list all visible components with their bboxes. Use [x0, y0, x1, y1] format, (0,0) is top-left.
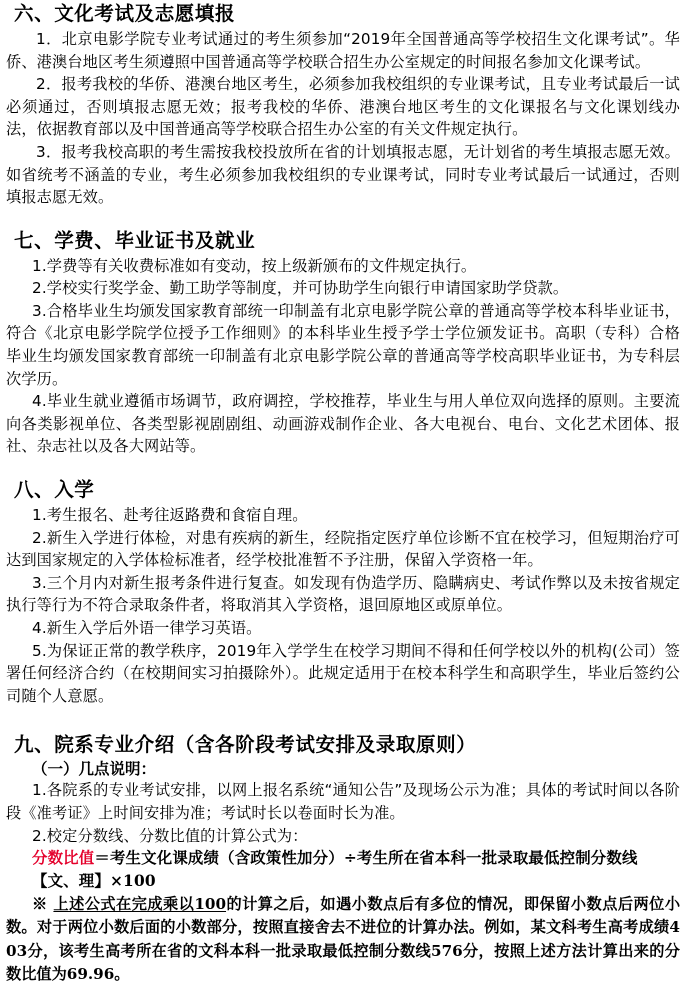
section-spacer	[6, 707, 680, 733]
paragraph-9-2: 2.校定分数线、分数比值的计算公式为：	[32, 826, 308, 845]
section-heading-8: 八、入学	[14, 478, 95, 501]
paragraph-8-3: 3.三个月内对新生报考条件进行复查。如发现有伪造学历、隐瞒病史、考试作弊以及未按省规定执行等行为不符合录取条件者，将取消其入学资格，退回原地区或原单位。	[6, 573, 680, 615]
note-rest-text: 的计算之后，如遇小数点后有多位的情况，即保留小数点后两位小数。对于两位小数后面的小数部分，按照直接舍去不进位的计算办法。例如，某文科考生高考成绩403分，该考生高考所在省的文科本科一批录取最低控制分数线576分，按照上述方法计算出来的分数比值为69.96。	[6, 895, 681, 983]
score-ratio-formula-line2: 【文、理】×100	[32, 872, 156, 891]
formula-label: 分数比值	[32, 849, 95, 868]
score-ratio-formula	[6, 847, 680, 870]
paragraph-8-5: 5.为保证正常的教学秩序，2019年入学学生在校学习期间不得和任何学校以外的机构(公司）签署任何经济合约（在校期间实习拍摄除外）。此规定适用于在校本科学生和高职学生，毕业后签约公司随个人意愿。	[6, 641, 680, 705]
section-heading-6: 六、文化考试及志愿填报	[14, 2, 236, 25]
paragraph-7-2: 2.学校实行奖学金、勤工助学等制度，并可协助学生向银行申请国家助学贷款。	[32, 279, 569, 298]
paragraph-7-1: 1.学费等有关收费标准如有变动，按上级新颁布的文件规定执行。	[32, 256, 477, 275]
note-underlined-text: 上述公式在完成乘以100	[53, 895, 227, 914]
paragraph-8-2: 2.新生入学进行体检，对患有疾病的新生，经院指定医疗单位诊断不宜在校学习，但短期治疗可达到国家规定的入学体检标准者，经学校批准暂不予注册，保留入学资格一年。	[6, 528, 680, 570]
formula-body: ＝考生文化课成绩（含政策性加分）÷考生所在省本科一批录取最低控制分数线	[94, 849, 638, 868]
paragraph-7-4: 4.毕业生就业遵循市场调节，政府调控，学校推荐，毕业生与用人单位双向选择的原则。主要流向各类影视单位、各类型影视剧剧组、动画游戏制作企业、各大电视台、电台、文化艺术团体、报社、杂志社以及各大网站等。	[6, 392, 680, 456]
paragraph-7-3: 3.合格毕业生均颁发国家教育部统一印制盖有北京电影学院公章的普通高等学校本科毕业证书，符合《北京电影学院学位授予工作细则》的本科毕业生授予学士学位颁发证书。高职（专科）合格毕业生均颁发国家教育部统一印制盖有北京电影学院公章的普通高等学校高职毕业证书，为专科层次学历。	[6, 301, 680, 388]
paragraph-8-1: 1.考生报名、赴考往返路费和食宿自理。	[32, 505, 308, 524]
section-heading-7: 七、学费、毕业证书及就业	[14, 228, 256, 252]
paragraph-6-2: 2．报考我校的华侨、港澳台地区考生，必须参加我校组织的专业课考试，且专业考试最后一试必须通过，否则填报志愿无效；报考我校的华侨、港澳台地区考生的文化课报名与文化课划线办法，依据教育部以及中国普通高等学校联合招生办公室的有关文件规定执行。	[6, 75, 680, 139]
paragraph-6-1: 1．北京电影学院专业考试通过的考生须参加“2019年全国普通高等学校招生文化课考试”。华侨、港澳台地区考生须遵照中国普通高等学校联合招生办公室规定的时间报名参加文化课考试。	[6, 29, 680, 71]
section-heading-9: 九、院系专业介绍（含各阶段考试安排及录取原则）	[14, 733, 477, 757]
paragraph-9-1: 1.各院系的专业考试安排，以网上报名系统“通知公告”及现场公示为准；具体的考试时间以各阶段《准考证》上时间安排为准；考试时长以卷面时长为准。	[6, 781, 680, 822]
section-spacer	[6, 458, 680, 478]
note-marker-icon: ※	[32, 895, 48, 914]
paragraph-8-4: 4.新生入学后外语一律学习英语。	[32, 618, 262, 637]
formula-note	[6, 893, 680, 986]
subsection-heading-9-1: （一）几点说明：	[32, 759, 157, 779]
section-spacer	[6, 209, 680, 229]
paragraph-6-3: 3．报考我校高职的考生需按我校投放所在省的计划填报志愿，无计划省的考生填报志愿无效。如省统考不涵盖的专业，考生必须参加我校组织的专业课考试，同时专业考试最后一试通过，否则填报志愿无效。	[6, 142, 680, 207]
